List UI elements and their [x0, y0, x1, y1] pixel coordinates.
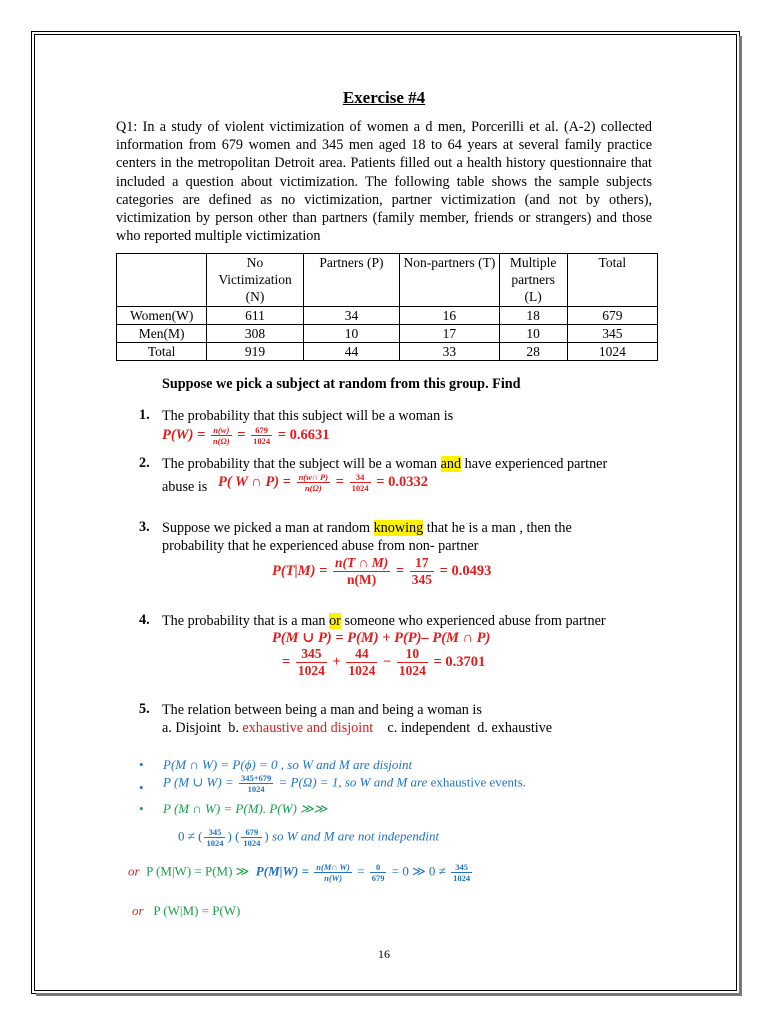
bullet-disjoint: P(M ∩ W) = P(ϕ) = 0 , so W and M are disjoint [163, 757, 413, 772]
table-header-cell: Partners (P) [303, 254, 399, 307]
question-number: 1. [139, 407, 150, 423]
table-cell: 10 [303, 325, 399, 343]
bullet-text-part: = P(Ω) = 1, so W and M are [278, 774, 428, 790]
table-cell: 345 [567, 325, 657, 343]
option-d: d. exhaustive [477, 720, 553, 736]
table-cell: 919 [207, 343, 303, 361]
bullet-independence: P (M ∩ W) = P(M). P(W) ≫≫ [163, 801, 328, 816]
denominator: 1024 [297, 663, 325, 678]
highlight-keyword: knowing [373, 520, 424, 536]
table-cell: 611 [207, 307, 303, 325]
numerator: n(M∩ W) [316, 862, 350, 872]
question-text-line2: abuse is [162, 479, 208, 495]
denominator: 1024 [247, 784, 265, 794]
answer-options [162, 719, 552, 737]
question-text [162, 612, 606, 630]
numerator: 345 [204, 827, 225, 838]
option-b-correct: exhaustive and disjoint [242, 720, 374, 736]
instruction-heading: Suppose we pick a subject at random from this group. Find [162, 376, 521, 392]
numerator: 345 [296, 646, 327, 663]
denominator: n(M) [346, 572, 377, 587]
bullet-dot: • [139, 757, 144, 772]
bullet-text-part: P(M|W) = [255, 863, 310, 879]
bullet-exhaustive [163, 773, 526, 794]
numerator: 679 [251, 425, 272, 436]
denominator: 345 [411, 572, 432, 587]
equals-sign: = [237, 426, 246, 443]
or-label: or [132, 903, 144, 918]
table-cell: 10 [499, 325, 567, 343]
numerator: 44 [346, 646, 377, 663]
question-text [162, 519, 572, 537]
denominator: 679 [371, 873, 385, 883]
fraction [241, 827, 262, 848]
question-number: 2. [139, 455, 150, 471]
highlight-keyword: or [329, 613, 341, 629]
table-cell: 33 [400, 343, 499, 361]
minus-sign: − [383, 653, 392, 670]
fraction [370, 862, 387, 883]
denominator: 1024 [253, 436, 271, 446]
numerator: 17 [410, 555, 434, 572]
table-cell: 17 [400, 325, 499, 343]
question-text-part: have experienced partner [461, 456, 608, 472]
option-a: a. Disjoint [162, 720, 222, 736]
fraction [239, 773, 273, 794]
table-cell: 44 [303, 343, 399, 361]
table-header-cell [117, 254, 207, 307]
numerator: 10 [397, 646, 428, 663]
bullet-text-part: 0 ≠ [178, 828, 195, 844]
numerator: 345 [451, 862, 472, 873]
page-number: 16 [378, 947, 390, 961]
denominator: n(Ω) [304, 483, 322, 493]
bullet-dot: • [139, 801, 144, 816]
denominator: 1024 [243, 838, 261, 848]
fraction [211, 425, 232, 446]
numerator: n(T ∩ M) [334, 555, 389, 570]
table-cell: Women(W) [117, 307, 207, 325]
question-text: The probability that this subject will be a woman is [162, 408, 454, 424]
plus-sign: + [332, 653, 341, 670]
denominator: 1024 [206, 838, 224, 848]
victimization-table [116, 253, 658, 361]
fraction [314, 862, 352, 883]
or-label: or [128, 863, 140, 879]
formula-q4-line2 [282, 646, 485, 679]
bullet-dot: • [139, 780, 144, 795]
bullet-text-part: exhaustive events. [427, 774, 526, 790]
question-number: 3. [139, 519, 150, 535]
denominator: n(Ω) [212, 436, 230, 446]
numerator: 345+679 [240, 773, 272, 783]
formula-q1 [162, 425, 330, 446]
question-number: 5. [139, 701, 150, 717]
table-header-cell: Multiple partners (L) [499, 254, 567, 307]
denominator: 1024 [453, 873, 471, 883]
formula-q2 [218, 472, 428, 493]
formula-result: = 0.0332 [376, 473, 428, 490]
page-shadow-right [739, 36, 742, 995]
bullet-text-part: P (W|M) = P(W) [153, 903, 241, 918]
table-row [117, 343, 658, 361]
table-row [117, 307, 658, 325]
option-b-prefix: b. [228, 720, 239, 736]
formula-lhs: P(T|M) = [272, 562, 328, 579]
denominator: n(W) [324, 873, 343, 883]
numerator: 679 [241, 827, 262, 838]
conditional-check-1 [128, 862, 474, 883]
table-header-row [117, 254, 658, 307]
question-text-part: that he is a man , then the [423, 520, 572, 536]
fraction [296, 646, 327, 679]
conditional-check-2 [132, 903, 240, 919]
table-header-cell: Total [567, 254, 657, 307]
table-cell: 28 [499, 343, 567, 361]
independence-check: 0 ≠ ( $\frac{345}{1024}$ ) ( $\frac{679}{1024}$ ) so W and M are not independint [178, 827, 440, 848]
formula-q4-line1: P(M ∪ P) = P(M) + P(P)– P(M ∩ P) [272, 630, 491, 646]
fraction [346, 646, 377, 679]
table-header-cell: No Victimization (N) [207, 254, 303, 307]
numerator: n(w) [211, 425, 232, 436]
fraction [251, 425, 272, 446]
question-text-line2: probability that he experienced abuse from non- partner [162, 538, 479, 554]
question-text: The relation between being a man and being a woman is [162, 702, 482, 718]
question-text [162, 455, 607, 473]
question-text-part: Suppose we picked a man at random [162, 520, 374, 536]
exercise-title: Exercise #4 [342, 88, 426, 107]
fraction [333, 555, 390, 588]
bullet-text-part: P (M ∪ W) = [163, 774, 234, 790]
equals-sign: = [335, 473, 344, 490]
formula-q3 [272, 555, 491, 588]
equals-sign: = [282, 653, 291, 670]
fraction [397, 646, 428, 679]
table-cell: Total [117, 343, 207, 361]
equals-sign: = [357, 863, 365, 879]
question-text-part: The probability that is a man [162, 613, 330, 629]
question-text-part: someone who experienced abuse from partner [340, 613, 606, 629]
numerator: n(w∩ P) [298, 472, 329, 482]
question-text-part: The probability that the subject will be a woman [162, 456, 441, 472]
denominator: 1024 [348, 663, 376, 678]
formula-result: = 0.0493 [439, 562, 492, 579]
table-cell: Men(M) [117, 325, 207, 343]
question-intro: Q1: In a study of violent victimization of women a d men, Porcerilli et al. (A-2) collected information from 679 women and 345 men aged 18 to 64 years at several family practice centers in the metropolitan Detroit area. Patients filled out a health history questionnaire that included a question about victimization. The following table shows the sample subjects categories are defined as no victimization, partner victimization (and not by others), victimization by person other than partners (family member, friends or strangers) and those who reported multiple victimization [116, 119, 652, 245]
table-cell: 18 [499, 307, 567, 325]
table-cell: 34 [303, 307, 399, 325]
formula-lhs: P( W ∩ P) = [218, 473, 291, 490]
table-cell: 1024 [567, 343, 657, 361]
fraction [410, 555, 434, 588]
numerator: 0 [370, 862, 387, 873]
bullet-text-part: P (M|W) = P(M) ≫ [146, 863, 250, 879]
formula-lhs: P(W) = [162, 426, 206, 443]
denominator: 1024 [398, 663, 426, 678]
bullet-text-part: so W and M are not independint [272, 828, 440, 844]
numerator: 34 [350, 472, 371, 483]
highlight-keyword: and [440, 456, 462, 472]
fraction [204, 827, 225, 848]
table-row [117, 325, 658, 343]
option-c: c. independent [387, 720, 471, 736]
table-header-cell: Non-partners (T) [400, 254, 499, 307]
equals-sign: = [395, 562, 405, 579]
formula-result: = 0.6631 [277, 426, 330, 443]
question-number: 4. [139, 612, 150, 628]
fraction [297, 472, 330, 493]
table-cell: 679 [567, 307, 657, 325]
table-cell: 16 [400, 307, 499, 325]
page-shadow-bottom [36, 993, 742, 996]
fraction [451, 862, 472, 883]
denominator: 1024 [351, 483, 369, 493]
table-cell: 308 [207, 325, 303, 343]
fraction [350, 472, 371, 493]
formula-result: = 0.3701 [433, 653, 486, 670]
bullet-text-part: = 0 ≫ 0 ≠ [391, 863, 446, 879]
